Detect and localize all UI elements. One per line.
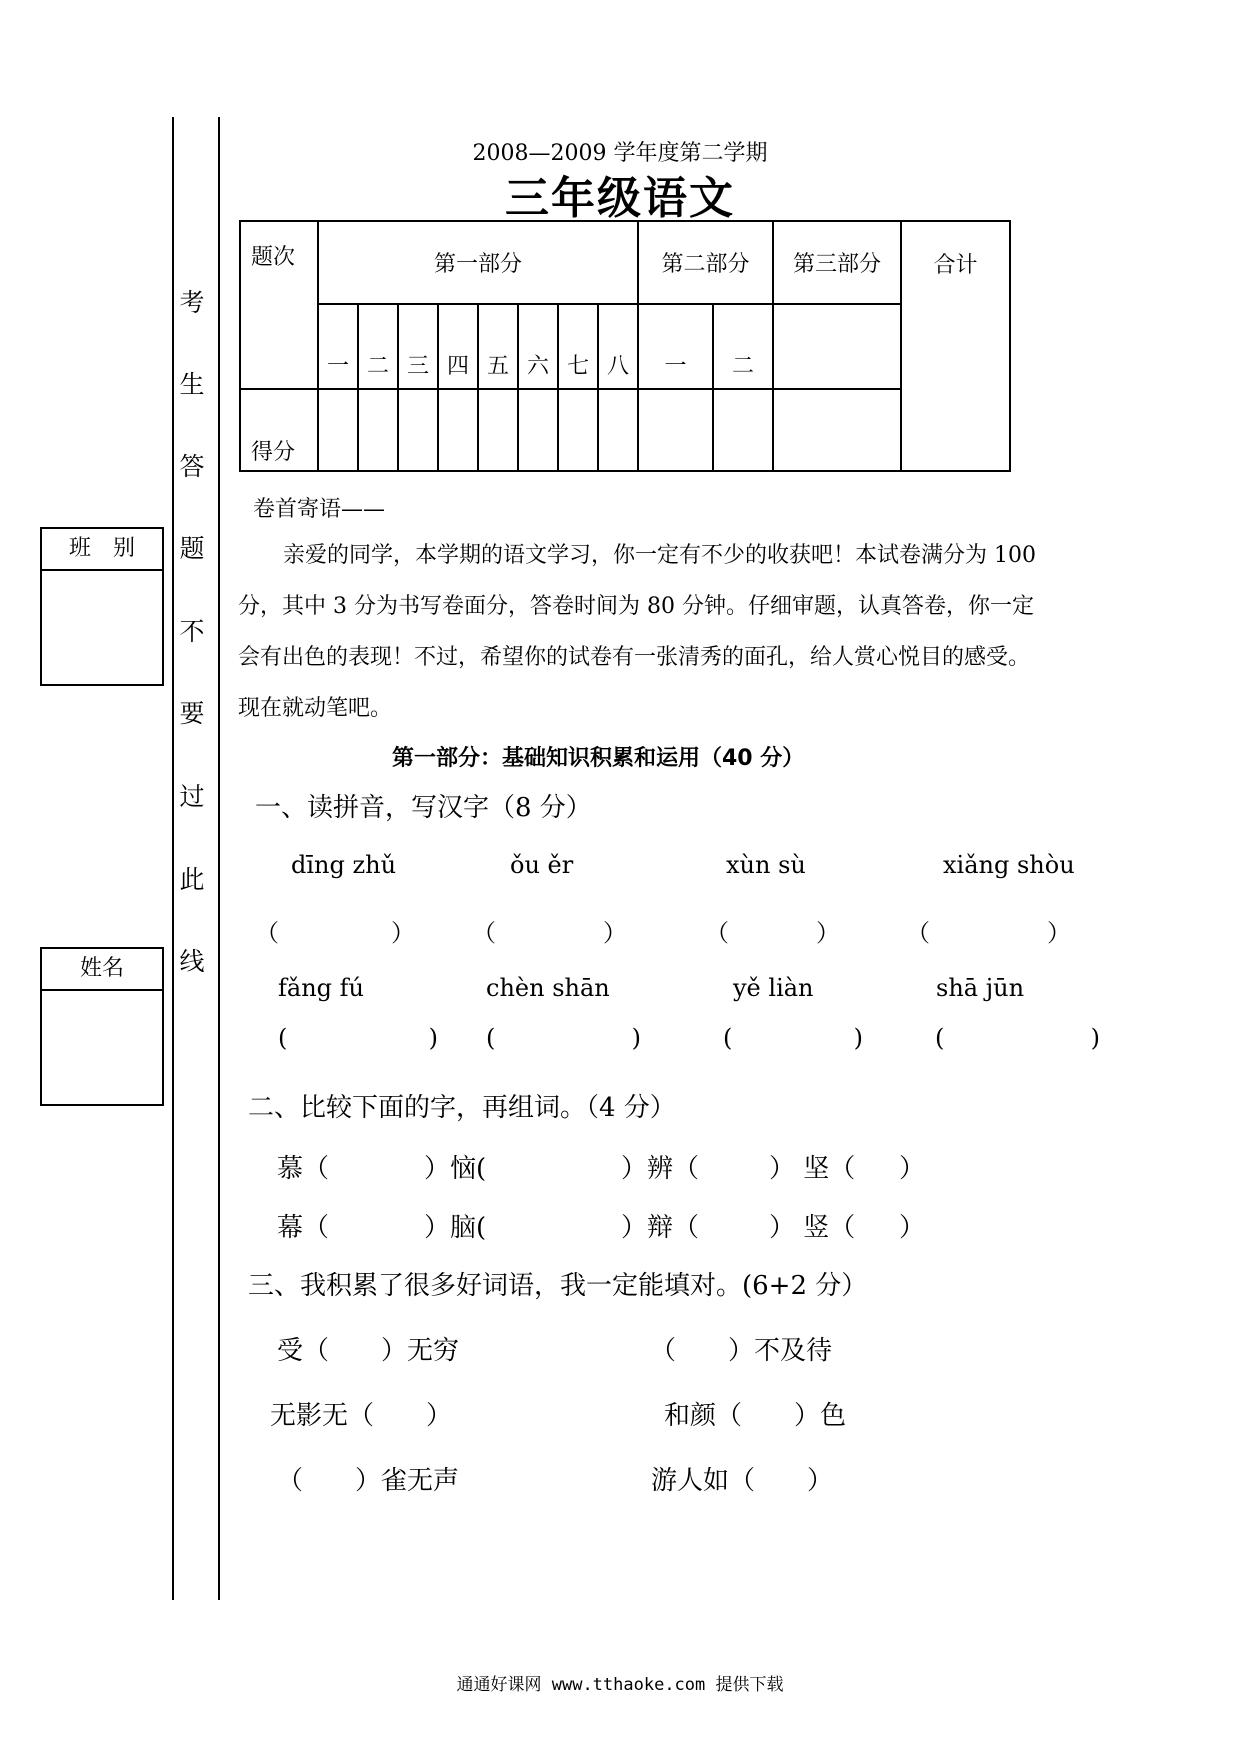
score-cell[interactable] bbox=[518, 389, 558, 471]
score-table bbox=[239, 220, 1011, 472]
part1-item: 八 bbox=[598, 304, 638, 389]
exam-title: 三年级语文 bbox=[505, 173, 735, 224]
warning-char: 题 bbox=[179, 534, 205, 563]
name-field[interactable] bbox=[42, 991, 162, 1104]
intro-line: 分，其中 3 分为书写卷面分，答卷时间为 80 分钟。仔细审题，认真答卷，你一定 bbox=[238, 594, 1034, 619]
word-pair-row bbox=[277, 1148, 925, 1185]
intro-line: 会有出色的表现！不过，希望你的试卷有一张清秀的面孔，给人赏心悦目的感受。 bbox=[238, 645, 1031, 670]
word-part: ）辨（ bbox=[621, 1154, 700, 1184]
q1-title: 一、读拼音，写汉字（8 分） bbox=[255, 793, 592, 823]
pinyin: xiǎng shòu bbox=[943, 851, 1075, 879]
part1-item: 一 bbox=[318, 304, 358, 389]
binding-line-right bbox=[218, 117, 220, 1600]
name-label: 姓名 bbox=[42, 949, 162, 991]
score-cell[interactable] bbox=[398, 389, 438, 471]
part1-heading: 第一部分：基础知识积累和运用（40 分） bbox=[392, 746, 805, 771]
class-label: 班 别 bbox=[42, 529, 162, 571]
warning-char: 不 bbox=[179, 617, 205, 646]
score-cell[interactable] bbox=[358, 389, 398, 471]
idiom-item: （ ）不及待 bbox=[650, 1336, 833, 1366]
word-part: ） 竖（ bbox=[769, 1213, 856, 1243]
score-cell[interactable] bbox=[318, 389, 358, 471]
idiom-item: 受（ ）无穷 bbox=[277, 1336, 460, 1366]
warning-char: 答 bbox=[179, 452, 205, 481]
score-cell[interactable] bbox=[773, 389, 901, 471]
intro-line: 亲爱的同学，本学期的语文学习，你一定有不少的收获吧！本试卷满分为 100 bbox=[283, 543, 1036, 568]
intro-line: 现在就动笔吧。 bbox=[238, 696, 393, 721]
answer-blank[interactable]: （ ） bbox=[906, 919, 1071, 947]
q2-title: 二、比较下面的字，再组词。（4 分） bbox=[248, 1093, 676, 1123]
word-part: 慕（ bbox=[277, 1154, 330, 1184]
part3-blank bbox=[773, 304, 901, 389]
part1-header: 第一部分 bbox=[318, 221, 638, 304]
warning-char: 过 bbox=[179, 782, 205, 811]
part2-item: 二 bbox=[713, 304, 773, 389]
answer-blank[interactable]: ( ) bbox=[935, 1024, 1100, 1052]
warning-char: 考 bbox=[179, 288, 205, 317]
word-part: ） bbox=[899, 1154, 926, 1184]
idiom-item: 和颜（ ）色 bbox=[664, 1401, 847, 1431]
part1-item: 五 bbox=[478, 304, 518, 389]
pinyin: xùn sù bbox=[726, 851, 806, 879]
part1-item: 六 bbox=[518, 304, 558, 389]
score-label: 得分 bbox=[251, 440, 296, 465]
idiom-item: 游人如（ ） bbox=[651, 1466, 834, 1496]
score-label-cell bbox=[240, 389, 318, 471]
pinyin: chèn shān bbox=[486, 974, 610, 1002]
answer-blank[interactable]: （ ） bbox=[255, 919, 415, 947]
word-pair-row bbox=[277, 1207, 925, 1244]
word-part: ）辩（ bbox=[621, 1213, 700, 1243]
pinyin: dīng zhǔ bbox=[291, 851, 397, 879]
score-cell[interactable] bbox=[598, 389, 638, 471]
pinyin: yě liàn bbox=[733, 974, 814, 1002]
score-cell[interactable] bbox=[558, 389, 598, 471]
idiom-item: 无影无（ ） bbox=[270, 1401, 453, 1431]
name-box bbox=[40, 947, 164, 1106]
score-cell[interactable] bbox=[713, 389, 773, 471]
idiom-item: （ ）雀无声 bbox=[277, 1466, 460, 1496]
class-field[interactable] bbox=[42, 571, 162, 684]
binding-line-left bbox=[172, 117, 174, 1600]
part1-item: 二 bbox=[358, 304, 398, 389]
word-part: ） 坚（ bbox=[769, 1154, 856, 1184]
part2-header: 第二部分 bbox=[638, 221, 773, 304]
part1-item: 三 bbox=[398, 304, 438, 389]
row-label-cell bbox=[240, 221, 318, 389]
answer-blank[interactable]: （ ） bbox=[472, 919, 627, 947]
warning-char: 生 bbox=[179, 370, 205, 399]
part2-item: 一 bbox=[638, 304, 713, 389]
pinyin: fǎng fú bbox=[278, 974, 364, 1002]
score-cell[interactable] bbox=[478, 389, 518, 471]
footer-credit: 通通好课网 www.tthaoke.com 提供下载 bbox=[456, 1675, 784, 1695]
total-header: 合计 bbox=[901, 221, 1010, 304]
word-part: ）恼( bbox=[424, 1154, 487, 1184]
warning-char: 要 bbox=[179, 699, 205, 728]
term-label: 2008—2009 学年度第二学期 bbox=[472, 141, 768, 166]
answer-blank[interactable]: （ ） bbox=[705, 919, 840, 947]
pinyin: ǒu ěr bbox=[510, 851, 574, 879]
word-part: 幕（ bbox=[277, 1213, 330, 1243]
warning-char: 线 bbox=[179, 947, 205, 976]
q3-title: 三、我积累了很多好词语，我一定能填对。(6+2 分） bbox=[248, 1271, 868, 1301]
part3-header: 第三部分 bbox=[773, 221, 901, 304]
word-part: ） bbox=[899, 1213, 926, 1243]
word-part: ）脑( bbox=[424, 1213, 487, 1243]
part1-item: 七 bbox=[558, 304, 598, 389]
intro-heading: 卷首寄语—— bbox=[253, 497, 386, 522]
score-cell[interactable] bbox=[438, 389, 478, 471]
part1-item: 四 bbox=[438, 304, 478, 389]
answer-blank[interactable]: ( ) bbox=[278, 1024, 438, 1052]
pinyin: shā jūn bbox=[936, 974, 1025, 1002]
total-score-cell[interactable] bbox=[901, 304, 1010, 471]
answer-blank[interactable]: ( ) bbox=[486, 1024, 641, 1052]
answer-blank[interactable]: ( ) bbox=[723, 1024, 863, 1052]
row-label: 题次 bbox=[251, 245, 296, 270]
intro-paragraph bbox=[238, 530, 1138, 734]
warning-char: 此 bbox=[179, 865, 205, 894]
class-box bbox=[40, 527, 164, 686]
score-cell[interactable] bbox=[638, 389, 713, 471]
